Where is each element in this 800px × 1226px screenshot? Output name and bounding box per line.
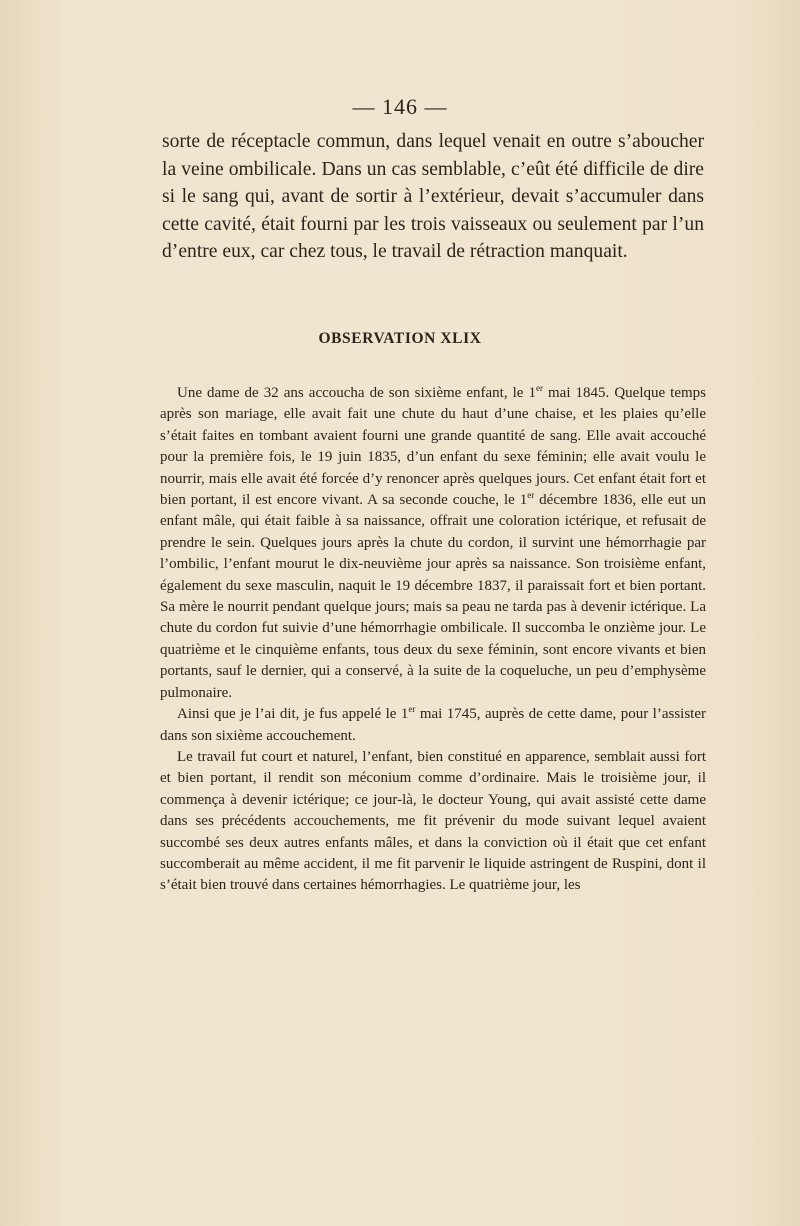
observation-paragraph-1 bbox=[160, 383, 706, 704]
p1-text-c: décembre 1836, elle eut un enfant mâle, qui était faible à sa naissance, offrait une coloration ictérique, et refusait de prendre le sein. Quelques jours après la chute du cordon, il survint une hémorrhagie par l’ombilic, l’enfant mourut le dix-neuvième jour après sa naissance. Son troisième enfant, également du sexe masculin, naquit le 19 décembre 1837, il paraissait fort et bien portant. Sa mère le nourrit pendant quelque jours; mais sa peau ne tarda pas à devenir ictérique. La chute du cordon fut suivie d’une hémorrhagie ombilicale. Il succomba le onzième jour. Le quatrième et le cinquième enfants, tous deux du sexe féminin, sont encore vivants et bien portants, sauf le dernier, qui a conservé, à la suite de la coqueluche, un peu d’emphysème pulmonaire. bbox=[160, 492, 706, 701]
p2-text-b: mai 1745, auprès de cette dame, pour l’assister dans son sixième accouchement. bbox=[160, 706, 707, 744]
observation-paragraph-3: Le travail fut court et naturel, l’enfant, bien constitué en apparence, semblait aussi fort et bien portant, il rendit son méconium comme d’ordinaire. Mais le troisième jour, il commença à devenir ictérique; ce jour-là, le docteur Young, qui avait assisté cette dame dans ses précédents accouchements, me fit prévenir du mode suivant lequel avaient succombé ses deux autres enfants mâles, et dans la conviction où il était que cet enfant succomberait au même accident, il me fit parvenir le liquide astringent de Ruspini, dont il s’était bien trouvé dans certaines hémorrhagies. Le quatrième jour, les bbox=[160, 748, 706, 894]
p1-superscript-1: er bbox=[535, 383, 543, 393]
page-number: — 146 — bbox=[352, 94, 448, 119]
p2-text-a: Ainsi que je l’ai dit, je fus appelé le 1 bbox=[177, 706, 409, 723]
p1-text-a: Une dame de 32 ans accoucha de son sixième enfant, le 1 bbox=[177, 385, 536, 401]
p1-text-b: mai 1845. Quelque temps après son mariage, elle avait fait une chute du haut d’une chaise, et les plaies qu’elle s’était faites en tombant avaient fourni une grande quantité de sang. Elle avait accouché pour la première fois, le 19 juin 1835, d’un enfant du sexe féminin; elle avait voulu le nourrir, mais elle avait été forcée d’y renoncer après quelques jours. Cet enfant était fort et bien portant, il est encore vivant. A sa seconde couche, le 1 bbox=[160, 385, 707, 509]
observation-heading: OBSERVATION XLIX bbox=[318, 330, 482, 347]
observation-text bbox=[160, 383, 706, 897]
p2-superscript: er bbox=[408, 704, 416, 715]
p1-superscript-2: er bbox=[527, 490, 535, 501]
intro-paragraph: sorte de réceptacle commun, dans lequel venait en outre s’aboucher la veine ombilicale. Dans un cas semblable, c’eût été difficile de dire si le sang qui, avant de sortir à l’extérieur, devait s’accumuler dans cette cavité, était fourni par les trois vaisseaux ou seulement par l’un d’entre eux, car chez tous, le travail de rétraction manquait. bbox=[162, 131, 704, 263]
observation-paragraph-2 bbox=[160, 704, 706, 747]
